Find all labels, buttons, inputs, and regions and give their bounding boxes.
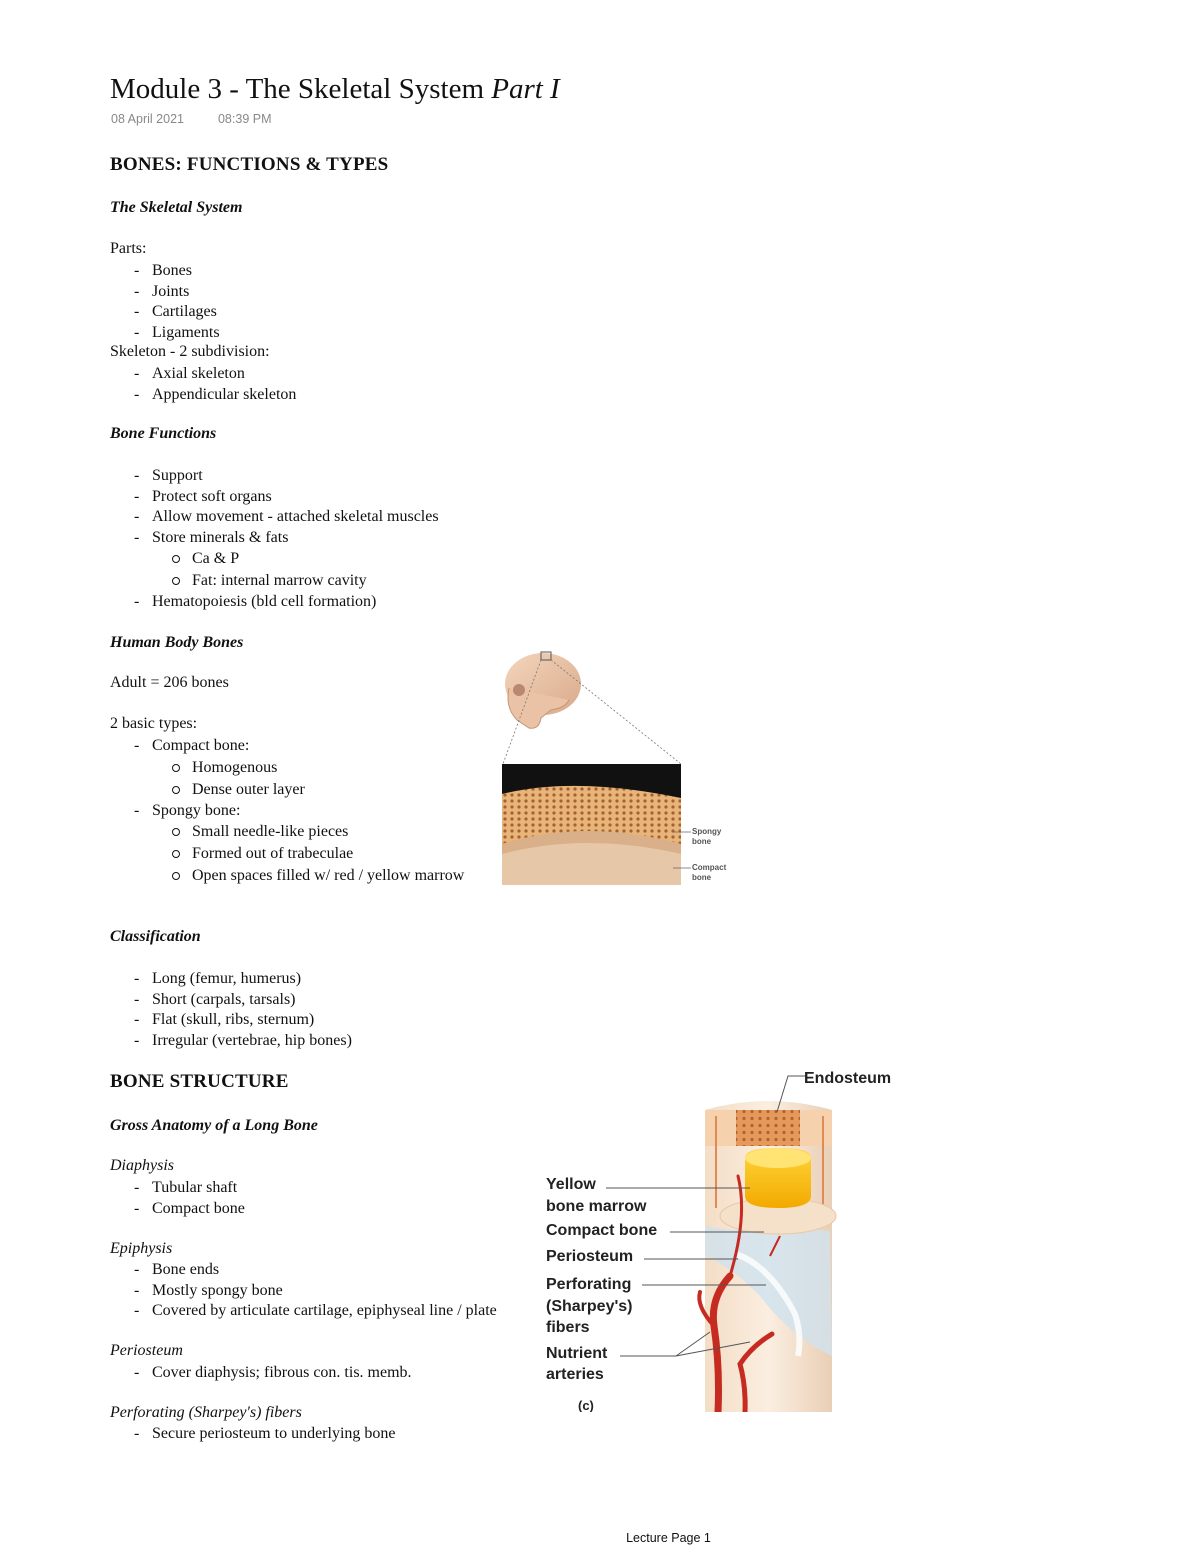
label-panel-c: (c) bbox=[578, 1400, 594, 1412]
list-item: - Protect soft organs bbox=[133, 487, 439, 508]
list-item: - Ligaments bbox=[133, 323, 220, 344]
page-footer: Lecture Page 1 bbox=[626, 1531, 711, 1545]
types-list bbox=[133, 736, 464, 887]
classification-list bbox=[133, 969, 352, 1051]
list-item: - Short (carpals, tarsals) bbox=[133, 990, 352, 1011]
sublist-item: Open spaces filled w/ red / yellow marrow bbox=[152, 865, 464, 887]
subheading-classification: Classification bbox=[110, 928, 201, 945]
label-compact-bone: Compact bone bbox=[692, 863, 727, 882]
list-item: - Axial skeleton bbox=[133, 364, 296, 385]
subheading-bone-functions: Bone Functions bbox=[110, 425, 217, 442]
page-time: 08:39 PM bbox=[217, 112, 272, 126]
title-main: Module 3 - The Skeletal System bbox=[110, 73, 492, 105]
functions-list bbox=[133, 466, 439, 613]
subdivision-label: Skeleton - 2 subdivision: bbox=[110, 343, 270, 360]
list-item: - Cartilages bbox=[133, 302, 220, 323]
sublist-item: Homogenous bbox=[152, 757, 464, 779]
sublist-item: Small needle-like pieces bbox=[152, 821, 464, 843]
bone-section-figure bbox=[495, 648, 745, 892]
label-sharpeys: (Sharpey's) bbox=[546, 1298, 633, 1315]
sublist-item: Formed out of trabeculae bbox=[152, 843, 464, 865]
list-item-label: Store minerals & fats bbox=[152, 528, 289, 546]
list-item: - Secure periosteum to underlying bone bbox=[133, 1424, 396, 1445]
list-item-label: Compact bone: bbox=[152, 737, 250, 754]
page-meta bbox=[111, 112, 272, 126]
periosteum-list bbox=[133, 1363, 412, 1384]
label-bone-marrow: bone marrow bbox=[546, 1198, 647, 1215]
sublist-item: Ca & P bbox=[152, 548, 439, 570]
subheading-human-body-bones: Human Body Bones bbox=[110, 634, 244, 651]
list-item: - Mostly spongy bone bbox=[133, 1281, 497, 1302]
label-compact-bone: Compact bone bbox=[546, 1222, 658, 1239]
label-periosteum: Periosteum bbox=[546, 1248, 634, 1265]
label-sharpeys-fibers: Perforating (Sharpey's) fibers bbox=[110, 1404, 302, 1421]
label-yellow: Yellow bbox=[546, 1176, 596, 1193]
epiphysis-list bbox=[133, 1260, 497, 1322]
label-diaphysis: Diaphysis bbox=[110, 1157, 174, 1174]
store-sublist bbox=[152, 548, 439, 592]
sharpeys-list bbox=[133, 1424, 396, 1445]
list-item: - Hematopoiesis (bld cell formation) bbox=[133, 592, 439, 613]
section-heading-functions-types: BONES: FUNCTIONS & TYPES bbox=[110, 154, 389, 175]
list-item: - Bones bbox=[133, 261, 220, 282]
label-endosteum: Endosteum bbox=[804, 1070, 892, 1087]
list-item: - Support bbox=[133, 466, 439, 487]
list-item-label: Spongy bone: bbox=[152, 801, 241, 819]
label-perforating: Perforating bbox=[546, 1276, 632, 1293]
page-title bbox=[110, 70, 560, 108]
skull-icon bbox=[505, 652, 581, 728]
types-label: 2 basic types: bbox=[110, 715, 198, 732]
compact-sublist bbox=[152, 757, 464, 801]
bone-section-illustration bbox=[495, 648, 745, 892]
list-item bbox=[133, 528, 439, 593]
section-heading-bone-structure: BONE STRUCTURE bbox=[110, 1071, 289, 1092]
sublist-item: Dense outer layer bbox=[152, 779, 464, 801]
list-item: - Compact bone bbox=[133, 1199, 245, 1220]
list-item: - Joints bbox=[133, 282, 220, 303]
adult-bones-text: Adult = 206 bones bbox=[110, 674, 229, 691]
list-item: - Long (femur, humerus) bbox=[133, 969, 352, 990]
list-item: - Bone ends bbox=[133, 1260, 497, 1281]
subheading-skeletal-system: The Skeletal System bbox=[110, 199, 243, 216]
parts-label: Parts: bbox=[110, 240, 147, 257]
page-date: 08 April 2021 bbox=[111, 112, 184, 126]
list-item: - Allow movement - attached skeletal muscles bbox=[133, 507, 439, 528]
label-epiphysis: Epiphysis bbox=[110, 1240, 173, 1257]
list-item: - Irregular (vertebrae, hip bones) bbox=[133, 1031, 352, 1052]
subdivision-list bbox=[133, 364, 296, 405]
list-item: - Covered by articulate cartilage, epiphyseal line / plate bbox=[133, 1301, 497, 1322]
list-item: - Flat (skull, ribs, sternum) bbox=[133, 1010, 352, 1031]
label-spongy-bone: Spongy bone bbox=[692, 827, 722, 846]
title-italic: Part I bbox=[491, 73, 560, 105]
diaphysis-list bbox=[133, 1178, 245, 1219]
list-item bbox=[133, 801, 464, 888]
parts-list bbox=[133, 261, 220, 343]
long-bone-figure bbox=[540, 1066, 920, 1412]
sublist-item: Fat: internal marrow cavity bbox=[152, 570, 439, 592]
label-arteries: arteries bbox=[546, 1366, 604, 1383]
label-nutrient: Nutrient bbox=[546, 1345, 608, 1362]
spongy-sublist bbox=[152, 821, 464, 887]
list-item: - Appendicular skeleton bbox=[133, 385, 296, 406]
label-fibers: fibers bbox=[546, 1319, 590, 1336]
list-item bbox=[133, 736, 464, 801]
subheading-gross-anatomy: Gross Anatomy of a Long Bone bbox=[110, 1117, 318, 1134]
list-item: - Cover diaphysis; fibrous con. tis. memb. bbox=[133, 1363, 412, 1384]
list-item: - Tubular shaft bbox=[133, 1178, 245, 1199]
label-periosteum: Periosteum bbox=[110, 1342, 183, 1359]
